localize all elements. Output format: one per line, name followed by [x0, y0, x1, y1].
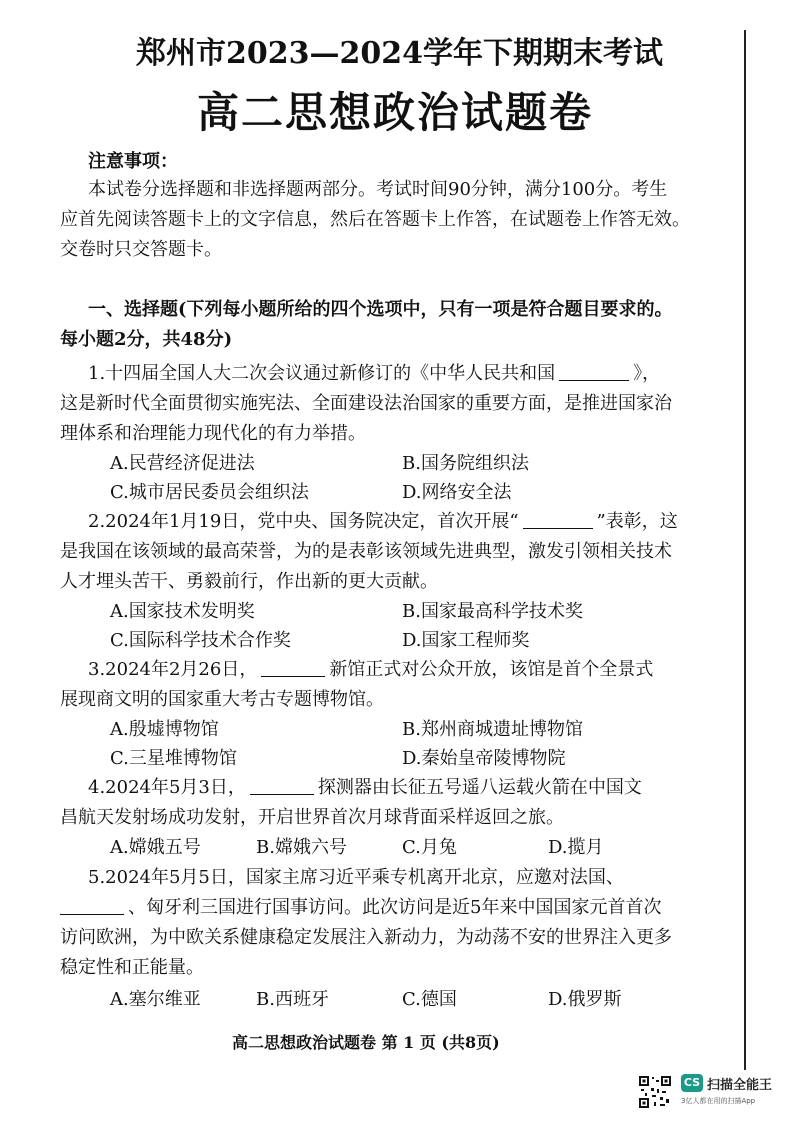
page-footer: 高二思想政治试题卷 第 1 页 (共8页): [232, 1033, 500, 1052]
question-stem: [88, 362, 660, 386]
answer-blank: [523, 510, 593, 529]
stem-text: ”表彰，这: [596, 511, 678, 532]
option-d: D.揽月: [548, 837, 604, 858]
notice-line: 交卷时只交答题卡。: [60, 239, 222, 260]
option-a: A.嫦娥五号: [110, 837, 201, 858]
question-stem: [88, 658, 653, 682]
stem-text: 新馆正式对公众开放，该馆是首个全景式: [329, 659, 654, 680]
option-c: C.三星堆博物馆: [110, 748, 237, 769]
option-b: B.嫦娥六号: [256, 837, 347, 858]
option-c: C.德国: [402, 989, 457, 1010]
question-stem: [88, 510, 678, 534]
question-stem: 是我国在该领域的最高荣誉，为的是表彰该领域先进典型，激发引领相关技术: [60, 541, 672, 562]
option-c: C.城市居民委员会组织法: [110, 482, 309, 503]
notice-heading: 注意事项：: [88, 151, 178, 172]
option-b: B.西班牙: [256, 989, 329, 1010]
option-a: A.民营经济促进法: [110, 453, 255, 474]
option-b: B.国务院组织法: [402, 453, 529, 474]
option-a: A.殷墟博物馆: [110, 719, 219, 740]
scanner-logo-icon: CS: [681, 1074, 703, 1092]
qr-code-icon: [638, 1075, 672, 1109]
stem-text: 4.2024年5月3日，: [88, 777, 246, 798]
stem-text: 3.2024年2月26日，: [88, 659, 258, 680]
question-stem: 这是新时代全面贯彻实施宪法、全面建设法治国家的重要方面，是推进国家治: [60, 393, 672, 414]
option-d: D.秦始皇帝陵博物院: [402, 748, 566, 769]
option-a: A.国家技术发明奖: [110, 601, 255, 622]
stem-text: 1.十四届全国人大二次会议通过新修订的《中华人民共和国: [88, 363, 556, 384]
option-c: C.月兔: [402, 837, 457, 858]
question-stem: 访问欧洲，为中欧关系健康稳定发展注入新动力，为动荡不安的世界注入更多: [60, 927, 672, 948]
scanner-brand: 扫描全能王: [707, 1078, 773, 1093]
section-heading: 每小题2分，共48分): [60, 329, 233, 350]
stem-text: 探测器由长征五号遥八运载火箭在中国文: [317, 777, 642, 798]
answer-blank: [261, 658, 325, 677]
question-stem: 理体系和治理能力现代化的有力举措。: [60, 423, 366, 444]
stem-text: 2.2024年1月19日，党中央、国务院决定，首次开展“: [88, 511, 519, 532]
option-d: D.国家工程师奖: [402, 630, 530, 651]
stem-text: 》，: [633, 363, 661, 384]
option-d: D.俄罗斯: [548, 989, 622, 1010]
answer-blank: [559, 362, 629, 381]
question-stem: 稳定性和正能量。: [60, 957, 204, 978]
exam-title: 郑州市2023—2024学年下期期末考试: [136, 36, 663, 71]
margin-rule: [744, 30, 746, 1070]
section-heading: 一、选择题(下列每小题所给的四个选项中，只有一项是符合题目要求的。: [88, 299, 673, 320]
option-b: B.郑州商城遗址博物馆: [402, 719, 583, 740]
question-stem: [88, 776, 642, 800]
stem-text: 、匈牙利三国进行国事访问。此次访问是近5年来中国国家元首首次: [128, 897, 662, 918]
question-stem: 5.2024年5月5日，国家主席习近平乘专机离开北京，应邀对法国、: [88, 867, 624, 888]
question-stem: 展现商文明的国家重大考古专题博物馆。: [60, 689, 384, 710]
option-d: D.网络安全法: [402, 482, 512, 503]
option-b: B.国家最高科学技术奖: [402, 601, 583, 622]
question-stem: [60, 896, 661, 920]
answer-blank: [60, 896, 124, 915]
option-a: A.塞尔维亚: [110, 989, 201, 1010]
paper-title: 高二思想政治试题卷: [196, 88, 593, 137]
notice-line: 应首先阅读答题卡上的文字信息，然后在答题卡上作答，在试题卷上作答无效。: [60, 209, 690, 230]
scanner-tagline: 3亿人都在用的扫描App: [681, 1097, 756, 1105]
notice-line: 本试卷分选择题和非选择题两部分。考试时间90分钟，满分100分。考生: [88, 179, 668, 200]
answer-blank: [250, 776, 314, 795]
option-c: C.国际科学技术合作奖: [110, 630, 291, 651]
question-stem: 昌航天发射场成功发射，开启世界首次月球背面采样返回之旅。: [60, 807, 564, 828]
question-stem: 人才埋头苦干、勇毅前行，作出新的更大贡献。: [60, 571, 438, 592]
